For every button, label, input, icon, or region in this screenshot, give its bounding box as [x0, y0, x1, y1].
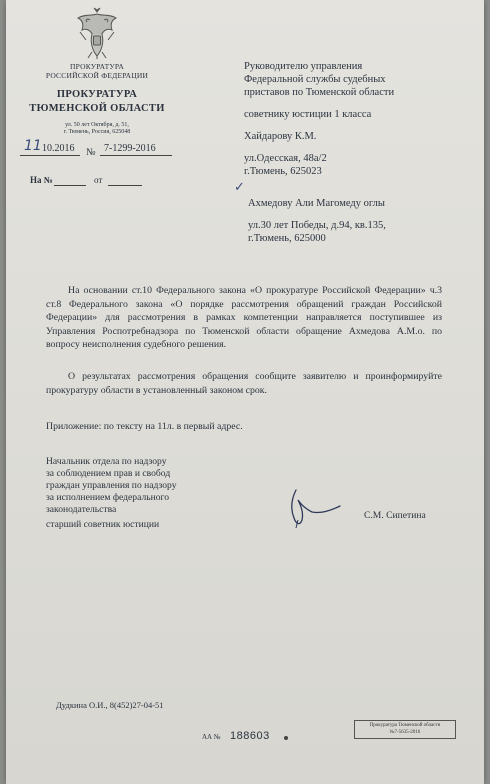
- recipient-3-address-2: г.Тюмень, 625000: [248, 233, 326, 244]
- recipient-3-address-1: ул.30 лет Победы, д.94, кв.135,: [248, 220, 386, 231]
- recipient-1-line-1: Руководителю управления: [244, 61, 363, 72]
- recipient-2-address-2: г.Тюмень, 625023: [244, 166, 322, 177]
- recipient-2-address-1: ул.Одесская, 48а/2: [244, 153, 327, 164]
- number-underline: [100, 155, 172, 156]
- serial-dot: [284, 736, 288, 740]
- serial-prefix: АА №: [202, 733, 221, 741]
- recipient-2-name: Хайдарову К.М.: [244, 131, 317, 142]
- recipient-1: [244, 60, 480, 99]
- signatory-line-2: за соблюдением прав и свобод: [46, 468, 171, 479]
- reference-from-label: от: [94, 175, 103, 185]
- org-address-2: г. Тюмень, Россия, 625048: [63, 129, 131, 135]
- signatory-line-6: старший советник юстиции: [46, 519, 160, 530]
- registration-stamp: [354, 720, 456, 739]
- date-underline: [20, 155, 80, 156]
- date-value: 10.2016: [42, 143, 75, 154]
- body-paragraph-1: На основании ст.10 Федерального закона «О прокуратуре Российской Федерации» ч.3 ст.8 Федерального закона «О порядке рассмотрения обращений граждан Российской Федерации» для рассмотрения в рамках компетенции направляется поступившее из Управления Роспотребнадзора по Тюменской области обращение Ахмедова А.М.о. по вопросу неисполнения судебного решения.: [46, 285, 442, 350]
- org-name-small-1: ПРОКУРАТУРА: [70, 62, 124, 71]
- double-headed-eagle-emblem: [74, 6, 120, 60]
- signatory-line-3: граждан управления по надзору: [46, 480, 177, 491]
- signatory-line-4: за исполнением федерального: [46, 492, 170, 503]
- attachment-note: Приложение: по тексту на 11л. в первый адрес.: [46, 421, 243, 432]
- recipient-1-line-2: Федеральной службы судебных: [244, 74, 386, 85]
- org-name-big-1: ПРОКУРАТУРА: [56, 89, 138, 100]
- number-label: №: [86, 147, 96, 158]
- recipient-3-name: Ахмедову Али Магомеду оглы: [248, 198, 385, 209]
- number-field: [100, 140, 172, 156]
- executor-contact: Дудкина О.И., 8(452)27-04-51: [56, 700, 164, 710]
- recipient-1-line-3: приставов по Тюменской области: [244, 87, 395, 98]
- stamp-line-1: Прокуратура Тюменской области: [369, 723, 441, 728]
- checkmark-icon: ✓: [234, 180, 245, 195]
- reference-label: На №: [30, 175, 53, 185]
- stamp-line-2: №7-5635-2016: [389, 729, 421, 735]
- org-address-1: ул. 50 лет Октября, д. 51,: [65, 122, 129, 128]
- recipient-2-title: советнику юстиции 1 класса: [244, 109, 372, 120]
- serial-number: 188603: [230, 730, 270, 742]
- signatory-position: [46, 456, 246, 531]
- signatory-line-1: Начальник отдела по надзору: [46, 456, 167, 467]
- body-paragraph-2: О результатах рассмотрения обращения сообщите заявителю и проинформируйте прокуратуру области в установленный законом срок.: [46, 371, 442, 396]
- org-name-big-2: ТЮМЕНСКОЙ ОБЛАСТИ: [29, 103, 165, 114]
- reference-underline: [54, 185, 86, 186]
- reference-from-underline: [108, 185, 142, 186]
- number-value: 7-1299-2016: [104, 143, 156, 154]
- date-handwritten: 11: [24, 138, 42, 154]
- document-page: [6, 0, 484, 784]
- signatory-line-5: законодательства: [46, 504, 117, 515]
- org-name-small-2: РОССИЙСКОЙ ФЕДЕРАЦИИ: [45, 71, 149, 80]
- signer-name: С.М. Сипетина: [364, 510, 426, 521]
- date-field: [20, 140, 80, 156]
- handwritten-signature: [282, 486, 342, 530]
